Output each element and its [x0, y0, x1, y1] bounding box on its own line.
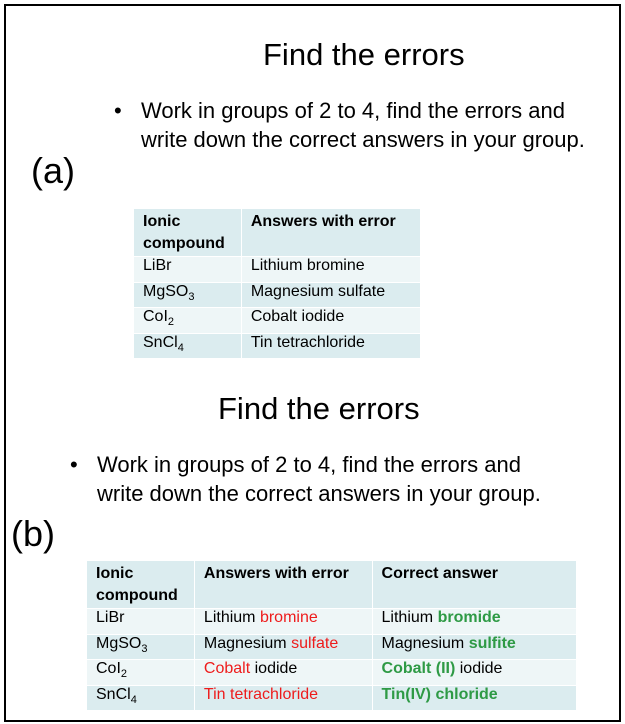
- table-b-row-answer: [194, 685, 372, 711]
- table-b-row-formula: [87, 609, 195, 635]
- table-b-header-answer: Answers with error: [194, 561, 372, 609]
- slide-a-bullet-line-1: Work in groups of 2 to 4, find the errors and: [141, 98, 565, 123]
- table-b-row-answer: [194, 660, 372, 686]
- table-b-row-correct: [372, 685, 576, 711]
- table-b-row-formula: [87, 634, 195, 660]
- correct-unchanged-part: iodide: [455, 660, 503, 677]
- formula-subscript: 4: [177, 341, 184, 354]
- table-a-row-answer: Magnesium sulfate: [241, 282, 420, 308]
- correct-fixed-part: bromide: [437, 609, 501, 626]
- table-a-row-formula: [134, 333, 242, 359]
- table-a-row-formula: [134, 308, 242, 334]
- table-b: [86, 560, 577, 711]
- slide-a-title: Find the errors: [263, 37, 465, 72]
- slide-a-bullet-line-2: write down the correct answers in your group.: [141, 127, 585, 152]
- table-a-row-answer: Cobalt iodide: [241, 308, 420, 334]
- correct-fixed-part: sulfite: [468, 634, 516, 652]
- table-a-row-formula: [134, 282, 242, 308]
- correct-unchanged-part: Lithium: [381, 609, 438, 626]
- table-b-row-correct: [372, 634, 576, 660]
- correct-fixed-part: Cobalt (II): [381, 660, 456, 677]
- answer-error-part: Cobalt: [203, 660, 251, 677]
- formula-base: MgSO: [96, 634, 142, 652]
- slide-b-bullet-line-2: write down the correct answers in your group.: [97, 481, 541, 506]
- table-b-row-correct: [372, 609, 576, 635]
- formula-base: CoI: [143, 308, 168, 325]
- formula-subscript: 2: [120, 668, 128, 680]
- table-row: [134, 308, 421, 334]
- label-b: (b): [11, 513, 55, 554]
- correct-fixed-part: Tin(IV) chloride: [381, 685, 498, 703]
- answer-unchanged-part: Lithium: [203, 609, 260, 626]
- answer-unchanged-part: Magnesium: [203, 634, 292, 652]
- formula-base: MgSO: [143, 282, 189, 300]
- table-row: [87, 685, 577, 711]
- table-row: [134, 333, 421, 359]
- label-a: (a): [31, 150, 75, 191]
- answer-error-part: bromine: [259, 609, 318, 626]
- formula-subscript: 3: [188, 290, 195, 303]
- answer-error-part: Tin tetrachloride: [203, 685, 319, 703]
- formula-subscript: 2: [167, 316, 175, 328]
- table-a-row-answer: Lithium bromine: [241, 257, 420, 283]
- table-a: [133, 208, 421, 359]
- table-row: [87, 634, 577, 660]
- table-a-row-formula: [134, 257, 242, 283]
- formula-base: CoI: [96, 660, 121, 677]
- table-a-header-compound: Ionic compound: [134, 209, 242, 257]
- formula-subscript: 4: [130, 693, 137, 706]
- table-b-header-correct: Correct answer: [372, 561, 576, 609]
- table-row: [87, 609, 577, 635]
- formula-base: SnCl: [143, 333, 178, 351]
- table-row: [134, 257, 421, 283]
- slide-b-title: Find the errors: [218, 391, 420, 426]
- answer-error-part: sulfate: [291, 634, 339, 652]
- bullet-dot-icon: •: [114, 98, 122, 123]
- table-b-header-compound: Ionic compound: [87, 561, 195, 609]
- table-a-header-answer: Answers with error: [241, 209, 420, 257]
- formula-base: LiBr: [96, 609, 125, 626]
- slide-b-bullet-line-1: Work in groups of 2 to 4, find the errors and: [97, 452, 521, 477]
- table-row: [87, 660, 577, 686]
- table-b-row-correct: [372, 660, 576, 686]
- table-b-row-formula: [87, 660, 195, 686]
- table-b-row-answer: [194, 609, 372, 635]
- answer-unchanged-part: iodide: [250, 660, 298, 677]
- bullet-dot-icon: •: [70, 452, 78, 477]
- table-b-row-formula: [87, 685, 195, 711]
- table-b-row-answer: [194, 634, 372, 660]
- formula-base: LiBr: [143, 257, 172, 274]
- correct-unchanged-part: Magnesium: [381, 634, 469, 652]
- table-row: [134, 282, 421, 308]
- formula-subscript: 3: [141, 642, 148, 655]
- formula-base: SnCl: [96, 685, 131, 703]
- table-a-row-answer: Tin tetrachloride: [241, 333, 420, 359]
